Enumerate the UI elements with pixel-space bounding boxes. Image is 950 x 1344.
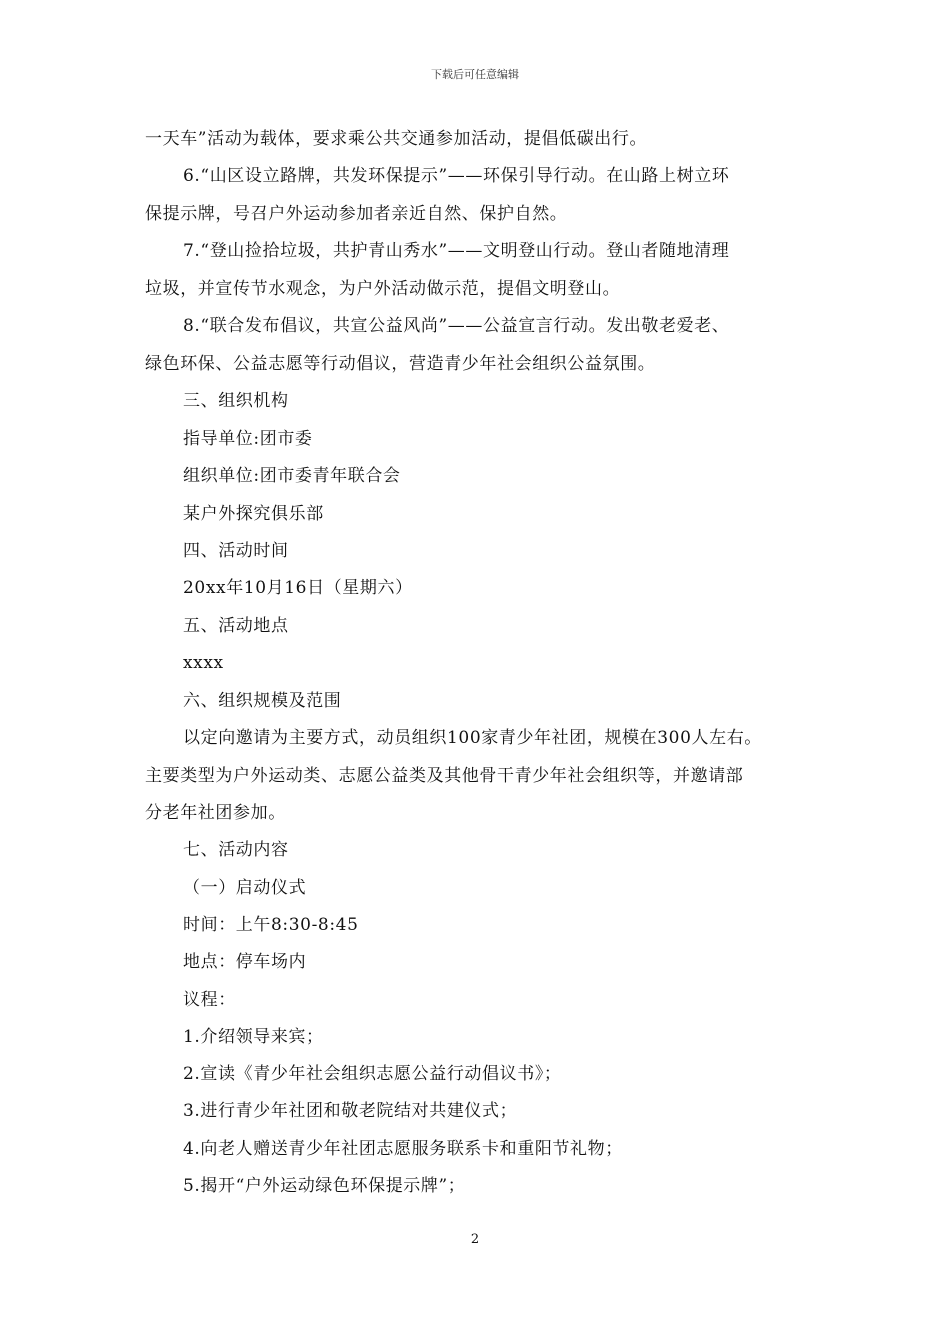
- body-line: 20xx年10月16日（星期六）: [183, 578, 413, 598]
- page-number: 2: [470, 1232, 480, 1247]
- body-line: 垃圾，并宣传节水观念，为户外活动做示范，提倡文明登山。: [145, 279, 621, 299]
- list-item: 2.宣读《青少年社会组织志愿公益行动倡议书》；: [183, 1064, 562, 1084]
- body-line: 某户外探究俱乐部: [183, 504, 324, 524]
- section-heading: 五、活动地点: [183, 616, 289, 636]
- list-item: 4.向老人赠送青少年社团志愿服务联系卡和重阳节礼物；: [183, 1139, 623, 1159]
- body-line: 7.“登山捡拾垃圾，共护青山秀水”——文明登山行动。登山者随地清理: [183, 241, 730, 261]
- body-line: 主要类型为户外运动类、志愿公益类及其他骨干青少年社会组织等，并邀请部: [145, 766, 744, 786]
- section-heading: 四、活动时间: [183, 541, 289, 561]
- section-heading: 七、活动内容: [183, 840, 289, 860]
- body-line: 保提示牌，号召户外运动参加者亲近自然、保护自然。: [145, 204, 568, 224]
- subsection-heading: （一）启动仪式: [183, 878, 307, 898]
- body-line: 以定向邀请为主要方式，动员组织100家青少年社团，规模在300人左右。: [183, 728, 762, 748]
- body-line: 地点：停车场内: [183, 952, 307, 972]
- body-line: xxxx: [183, 653, 224, 673]
- list-item: 5.揭开“户外运动绿色环保提示牌”；: [183, 1176, 466, 1196]
- body-line: 6.“山区设立路牌，共发环保提示”——环保引导行动。在山路上树立环: [183, 166, 730, 186]
- body-line: 议程：: [183, 990, 236, 1010]
- page-header-note: 下载后可任意编辑: [431, 68, 519, 81]
- body-line: 一天车”活动为载体，要求乘公共交通参加活动，提倡低碳出行。: [145, 129, 648, 149]
- list-item: 3.进行青少年社团和敬老院结对共建仪式；: [183, 1101, 518, 1121]
- body-line: 8.“联合发布倡议，共宣公益风尚”——公益宣言行动。发出敬老爱老、: [183, 316, 730, 336]
- section-heading: 三、组织机构: [183, 391, 289, 411]
- section-heading: 六、组织规模及范围: [183, 691, 342, 711]
- body-line: 组织单位:团市委青年联合会: [183, 466, 401, 486]
- body-line: 绿色环保、公益志愿等行动倡议，营造青少年社会组织公益氛围。: [145, 354, 656, 374]
- body-line: 时间：上午8:30-8:45: [183, 915, 359, 935]
- body-line: 指导单位:团市委: [183, 429, 313, 449]
- body-line: 分老年社团参加。: [145, 803, 286, 823]
- list-item: 1.介绍领导来宾；: [183, 1027, 324, 1047]
